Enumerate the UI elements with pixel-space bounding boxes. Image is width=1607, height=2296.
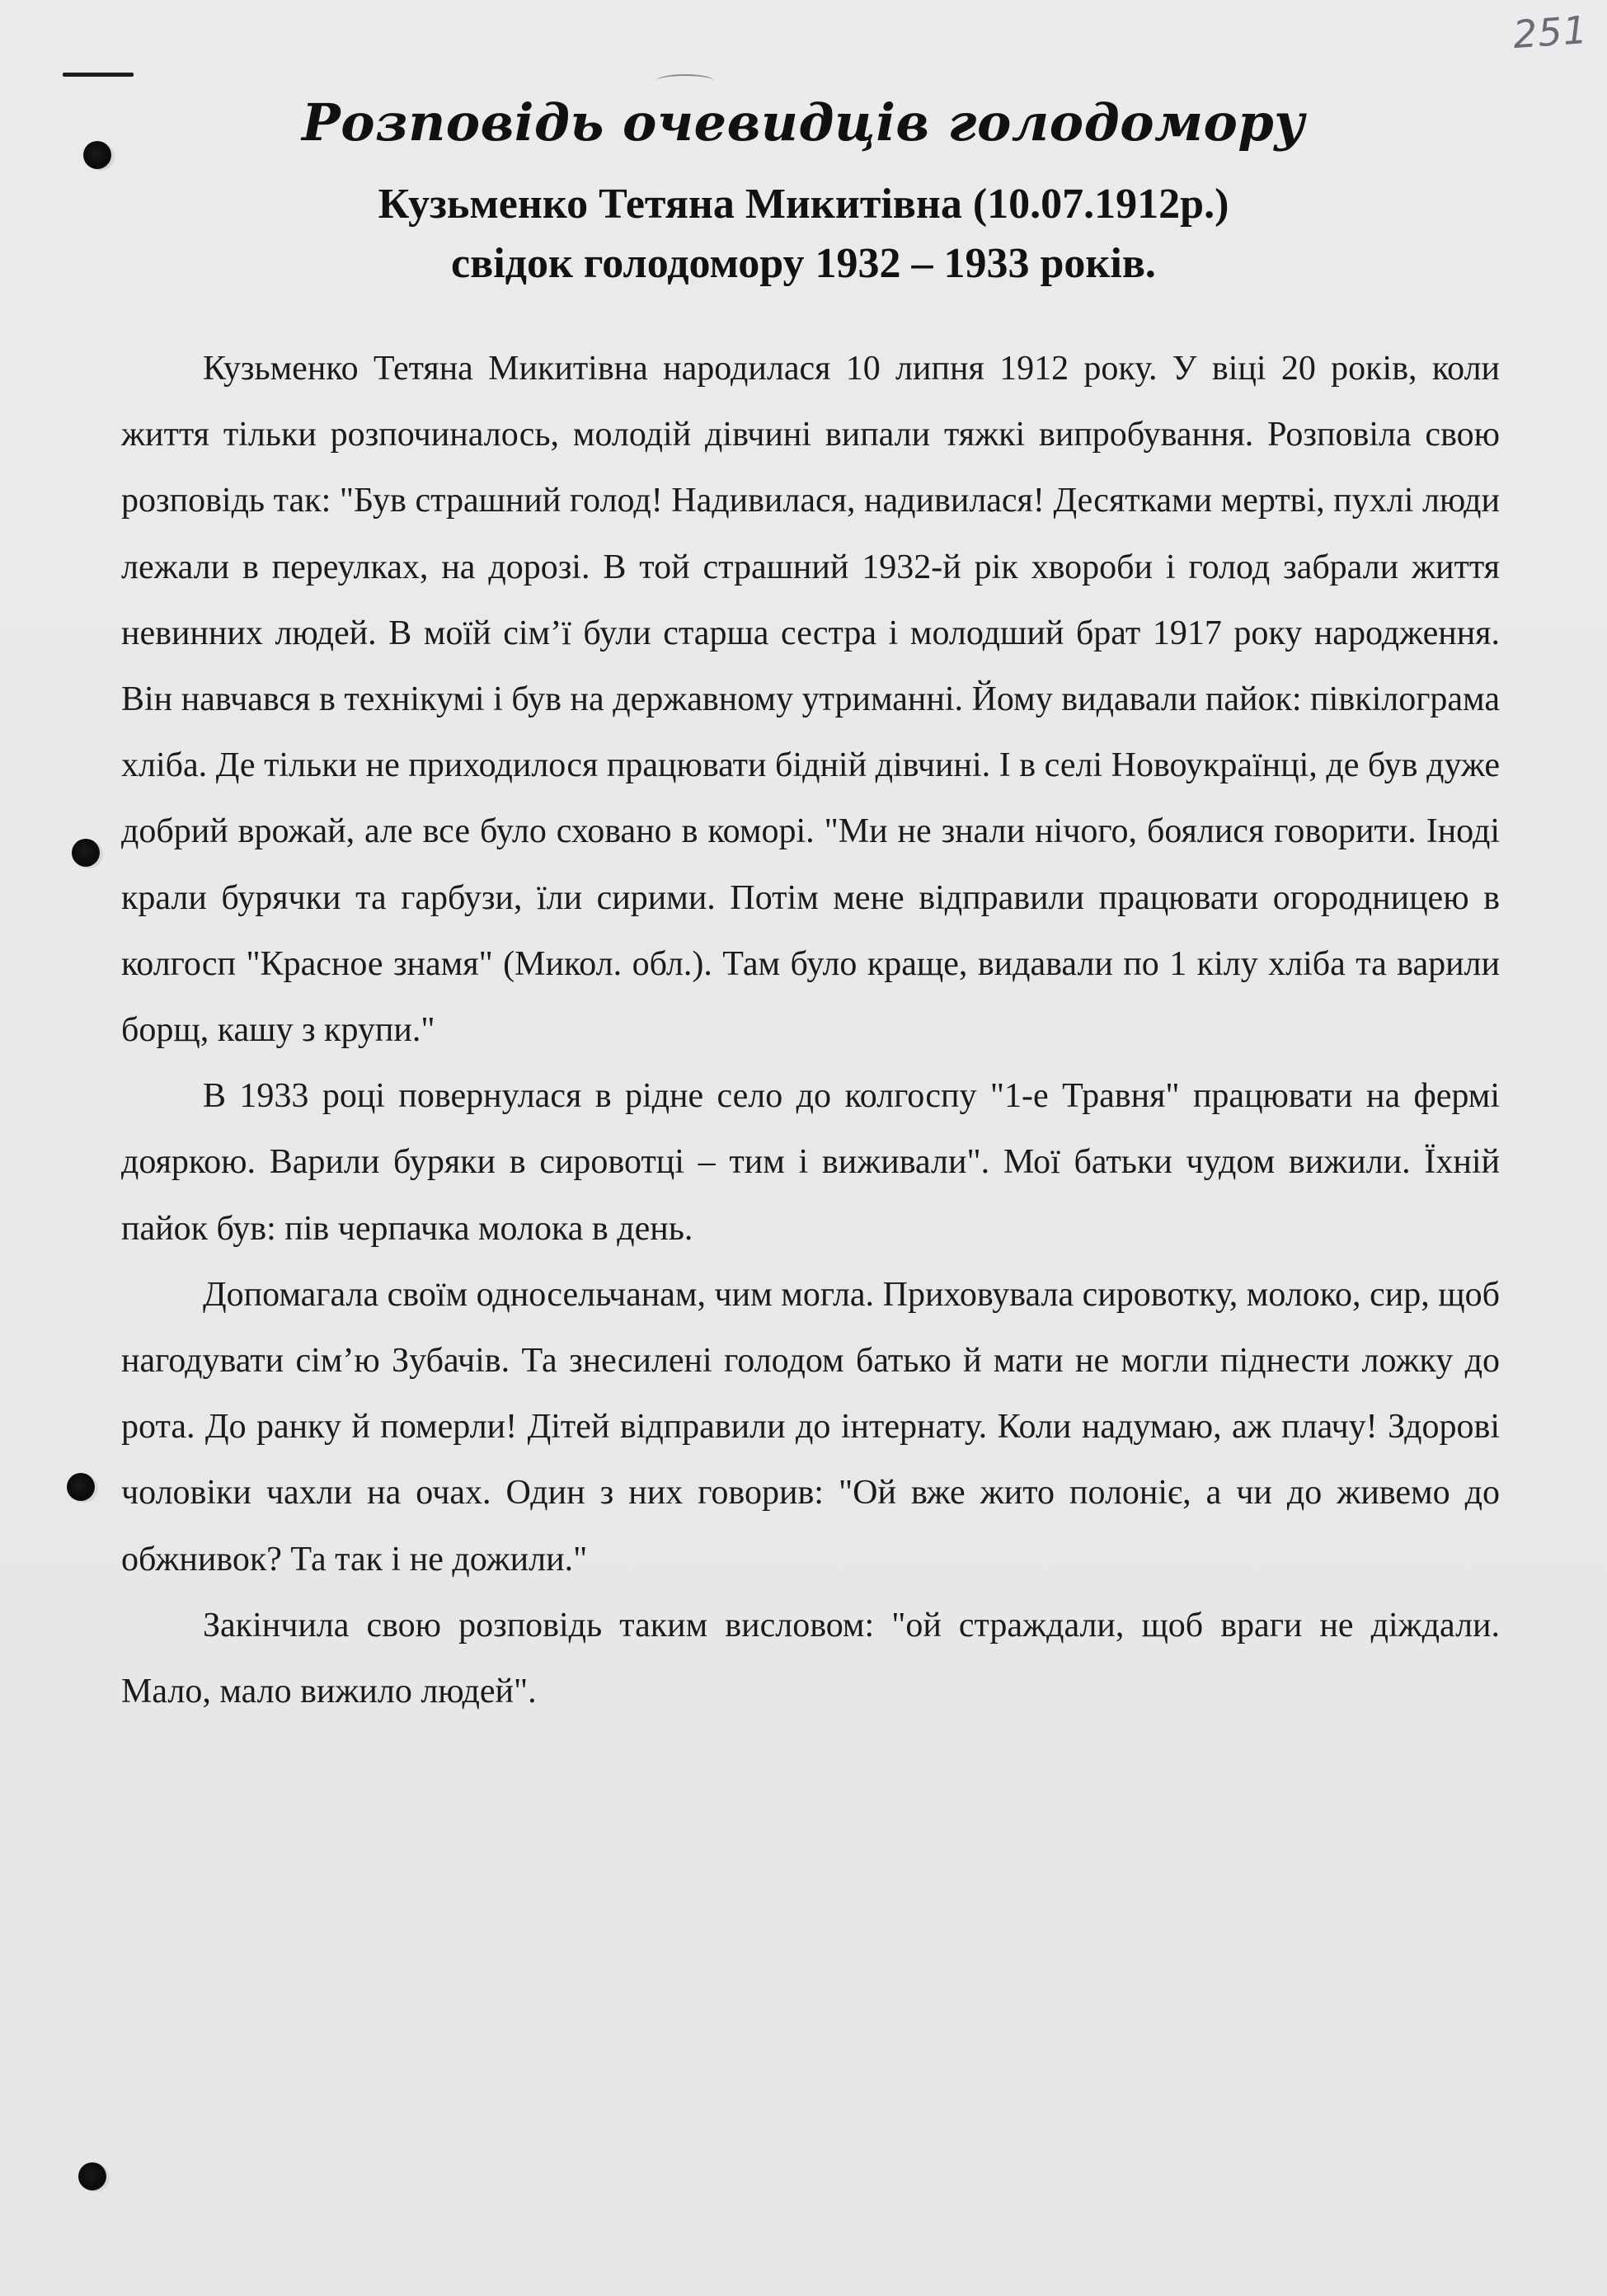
pencil-mark — [656, 74, 714, 87]
paragraph: В 1933 році повернулася в рідне село до колгоспу "1-е Травня" працювати на фермі дояркою. Варили буряки в сировотці – тим і виживали". Мої батьки чудом вижили. Їхній пайок був: пів черпачка молока в день. — [121, 1077, 1500, 1248]
paragraph: Допомагала своїм односельчанам, чим могла. Приховувала сировотку, молоко, сир, щоб нагодувати сім’ю Зубачів. Та знесилені голодом батько й мати не могли піднести ложку до рота. До ранку й померли! Дітей відправили до інтернату. Коли надумаю, аж плачу! Здорові чоловіки чахли на очах. Один з них говорив: "Ой вже жито полоніє, а чи до живемо до обжнивок? Та так і не дожили." — [121, 1275, 1500, 1578]
punch-hole — [72, 839, 100, 867]
punch-hole — [67, 1473, 95, 1501]
document-subtitle-name: Кузьменко Тетяна Микитівна (10.07.1912р.) — [378, 181, 1229, 228]
paragraph: Закінчила свою розповідь таким висловом: "ой страждали, щоб враги не діждали. Мало, мало вижило людей". — [121, 1606, 1500, 1711]
corner-mark — [63, 73, 134, 77]
paragraph: Кузьменко Тетяна Микитівна народилася 10 липня 1912 року. У віці 20 років, коли життя тільки розпочиналось, молодій дівчині випали тяжкі випробування. Розповіла свою розповідь так: "Був страшний голод! Надивилася, надивилася! Десятками мертві, пухлі люди лежали в переулках, на дорозі. В той страшний 1932-й рік хвороби і голод забрали життя невинних людей. В моїй сім’ї були старша сестра і молодший брат 1917 року народження. Він навчався в технікумі і був на державному утриманні. Йому видавали пайок: півкілограма хліба. Де тільки не приходилося працювати бідній дівчині. І в селі Новоукраїнці, де був дуже добрий врожай, але все було сховано в коморі. "Ми не знали нічого, боялися говорити. Іноді крали бурячки та гарбузи, їли сирими. Потім мене відправили працювати огородницею в колгосп "Красное знамя" (Микол. обл.). Там було краще, видавали по 1 кілу хліба та варили борщ, кашу з крупи." — [121, 350, 1500, 1050]
document-title: Розповідь очевидців голодомору — [302, 92, 1305, 153]
punch-hole — [78, 2162, 106, 2190]
archive-page-number: 251 — [1511, 7, 1590, 58]
document-subtitle-witness: свідок голодомору 1932 – 1933 років. — [451, 240, 1156, 287]
document-body — [121, 336, 1500, 1724]
